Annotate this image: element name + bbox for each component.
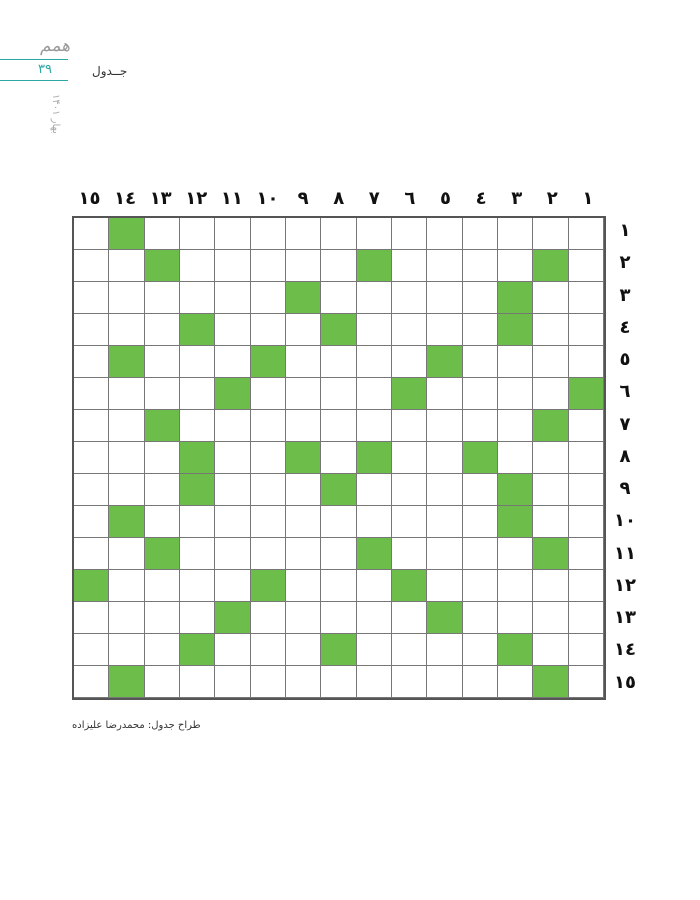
grid-cell[interactable] [392, 666, 427, 698]
grid-cell-filled[interactable] [180, 314, 215, 346]
grid-cell[interactable] [74, 442, 109, 474]
grid-cell[interactable] [74, 250, 109, 282]
grid-cell-filled[interactable] [145, 250, 180, 282]
grid-cell[interactable] [74, 602, 109, 634]
grid-cell-filled[interactable] [251, 570, 286, 602]
grid-cell[interactable] [74, 218, 109, 250]
grid-cell[interactable] [321, 378, 356, 410]
grid-cell[interactable] [463, 282, 498, 314]
grid-cell[interactable] [109, 602, 144, 634]
grid-cell-filled[interactable] [215, 602, 250, 634]
grid-cell[interactable] [357, 378, 392, 410]
grid-cell[interactable] [533, 282, 568, 314]
grid-cell-filled[interactable] [357, 250, 392, 282]
grid-cell[interactable] [463, 314, 498, 346]
grid-cell[interactable] [180, 378, 215, 410]
grid-cell[interactable] [215, 538, 250, 570]
grid-cell[interactable] [286, 474, 321, 506]
grid-cell[interactable] [498, 538, 533, 570]
grid-cell[interactable] [463, 570, 498, 602]
grid-cell[interactable] [215, 250, 250, 282]
grid-cell[interactable] [392, 410, 427, 442]
grid-cell[interactable] [427, 538, 462, 570]
column-label: ۸ [333, 188, 345, 209]
grid-cell[interactable] [357, 666, 392, 698]
grid-cell[interactable] [357, 474, 392, 506]
grid-cell[interactable] [251, 666, 286, 698]
grid-cell[interactable] [109, 410, 144, 442]
grid-cell-filled[interactable] [498, 282, 533, 314]
grid-cell[interactable] [74, 378, 109, 410]
grid-cell-filled[interactable] [286, 442, 321, 474]
grid-cell[interactable] [74, 410, 109, 442]
grid-cell[interactable] [463, 634, 498, 666]
grid-cell-filled[interactable] [533, 410, 568, 442]
grid-cell[interactable] [109, 314, 144, 346]
grid-cell[interactable] [286, 666, 321, 698]
grid-cell[interactable] [145, 634, 180, 666]
grid-cell[interactable] [392, 282, 427, 314]
grid-cell[interactable] [321, 250, 356, 282]
grid-cell[interactable] [427, 570, 462, 602]
grid-cell[interactable] [321, 666, 356, 698]
grid-cell[interactable] [321, 602, 356, 634]
grid-cell[interactable] [498, 410, 533, 442]
grid-cell[interactable] [215, 666, 250, 698]
grid-cell[interactable] [145, 314, 180, 346]
grid-cell-filled[interactable] [357, 442, 392, 474]
grid-cell[interactable] [251, 634, 286, 666]
grid-cell[interactable] [145, 346, 180, 378]
grid-cell[interactable] [569, 218, 604, 250]
grid-cell[interactable] [392, 346, 427, 378]
grid-cell[interactable] [463, 506, 498, 538]
column-label: ٥ [440, 188, 451, 209]
grid-cell[interactable] [74, 538, 109, 570]
designer-credit: طراح جدول: محمدرضا علیزاده [72, 720, 201, 731]
grid-cell[interactable] [180, 602, 215, 634]
grid-cell[interactable] [74, 314, 109, 346]
row-label: ۱۳ [614, 607, 636, 629]
page-number: ۳۹ [38, 62, 52, 77]
grid-cell[interactable] [357, 282, 392, 314]
grid-cell[interactable] [145, 474, 180, 506]
grid-cell[interactable] [215, 282, 250, 314]
grid-cell[interactable] [74, 474, 109, 506]
grid-cell[interactable] [180, 410, 215, 442]
grid-cell[interactable] [251, 250, 286, 282]
grid-cell[interactable] [427, 250, 462, 282]
row-label: ۹ [619, 478, 631, 500]
grid-cell[interactable] [145, 602, 180, 634]
grid-cell-filled[interactable] [427, 346, 462, 378]
grid-cell[interactable] [251, 378, 286, 410]
grid-cell[interactable] [286, 602, 321, 634]
section-title: جــدول [92, 64, 128, 78]
grid-cell-filled[interactable] [180, 634, 215, 666]
grid-cell[interactable] [427, 442, 462, 474]
grid-cell[interactable] [427, 218, 462, 250]
grid-cell[interactable] [463, 410, 498, 442]
grid-cell[interactable] [357, 218, 392, 250]
grid-cell[interactable] [463, 538, 498, 570]
column-label: ۷ [368, 188, 380, 209]
grid-cell[interactable] [286, 410, 321, 442]
column-label: ۱۳ [149, 188, 172, 209]
grid-cell[interactable] [427, 666, 462, 698]
grid-cell[interactable] [569, 570, 604, 602]
grid-cell[interactable] [251, 282, 286, 314]
grid-cell[interactable] [392, 538, 427, 570]
magazine-logo: همم [40, 36, 71, 56]
grid-cell[interactable] [498, 378, 533, 410]
grid-cell[interactable] [498, 218, 533, 250]
grid-cell[interactable] [569, 666, 604, 698]
grid-cell-filled[interactable] [109, 506, 144, 538]
grid-cell[interactable] [74, 666, 109, 698]
grid-cell-filled[interactable] [427, 602, 462, 634]
grid-cell[interactable] [463, 250, 498, 282]
grid-cell[interactable] [392, 602, 427, 634]
grid-cell[interactable] [533, 634, 568, 666]
grid-cell[interactable] [286, 570, 321, 602]
grid-cell[interactable] [180, 506, 215, 538]
grid-cell[interactable] [286, 250, 321, 282]
grid-cell[interactable] [321, 570, 356, 602]
grid-cell-filled[interactable] [286, 282, 321, 314]
grid-cell[interactable] [145, 218, 180, 250]
grid-cell[interactable] [569, 346, 604, 378]
grid-cell[interactable] [321, 442, 356, 474]
column-label: ۹ [297, 188, 309, 209]
grid-cell-filled[interactable] [145, 410, 180, 442]
grid-cell-filled[interactable] [321, 474, 356, 506]
grid-cell[interactable] [392, 506, 427, 538]
row-label: ۳ [619, 284, 631, 306]
crossword-grid [72, 216, 606, 700]
grid-cell[interactable] [109, 282, 144, 314]
grid-cell[interactable] [498, 602, 533, 634]
grid-cell[interactable] [286, 506, 321, 538]
grid-cell[interactable] [357, 602, 392, 634]
grid-cell[interactable] [109, 570, 144, 602]
grid-cell[interactable] [427, 378, 462, 410]
row-label: ۱ [619, 220, 631, 241]
grid-cell[interactable] [498, 346, 533, 378]
grid-cell[interactable] [109, 378, 144, 410]
row-label: ٥ [619, 349, 631, 371]
issue-label: بهار ۱۴۰۱ [50, 94, 61, 134]
grid-cell[interactable] [463, 474, 498, 506]
grid-cell[interactable] [392, 474, 427, 506]
grid-cell-filled[interactable] [74, 570, 109, 602]
grid-cell[interactable] [286, 314, 321, 346]
grid-cell[interactable] [251, 602, 286, 634]
grid-cell[interactable] [109, 474, 144, 506]
grid-cell[interactable] [321, 218, 356, 250]
grid-cell[interactable] [569, 538, 604, 570]
grid-cell[interactable] [533, 314, 568, 346]
grid-cell-filled[interactable] [109, 346, 144, 378]
grid-cell[interactable] [533, 602, 568, 634]
grid-cell[interactable] [145, 442, 180, 474]
grid-cell[interactable] [286, 634, 321, 666]
grid-cell-filled[interactable] [392, 378, 427, 410]
grid-cell[interactable] [569, 634, 604, 666]
grid-cell-filled[interactable] [533, 538, 568, 570]
grid-cell[interactable] [215, 218, 250, 250]
grid-cell[interactable] [145, 570, 180, 602]
row-label: ۱٤ [614, 639, 636, 661]
grid-cell[interactable] [357, 570, 392, 602]
grid-cell-filled[interactable] [498, 506, 533, 538]
column-label: ۲ [546, 188, 558, 209]
grid-cell[interactable] [392, 250, 427, 282]
grid-cell[interactable] [533, 506, 568, 538]
grid-cell[interactable] [286, 538, 321, 570]
grid-cell[interactable] [427, 282, 462, 314]
grid-cell-filled[interactable] [180, 442, 215, 474]
grid-cell[interactable] [251, 410, 286, 442]
grid-cell-filled[interactable] [498, 314, 533, 346]
grid-cell[interactable] [357, 506, 392, 538]
grid-cell[interactable] [74, 634, 109, 666]
grid-cell[interactable] [498, 570, 533, 602]
grid-cell-filled[interactable] [109, 218, 144, 250]
row-label: ۱۲ [614, 574, 636, 596]
grid-cell[interactable] [569, 442, 604, 474]
grid-cell[interactable] [145, 378, 180, 410]
grid-cell-filled[interactable] [533, 250, 568, 282]
grid-cell[interactable] [569, 506, 604, 538]
header-divider [0, 80, 68, 81]
grid-cell[interactable] [286, 346, 321, 378]
grid-cell[interactable] [109, 538, 144, 570]
grid-cell[interactable] [392, 218, 427, 250]
grid-cell[interactable] [392, 634, 427, 666]
grid-cell[interactable] [215, 570, 250, 602]
grid-cell[interactable] [215, 634, 250, 666]
grid-cell[interactable] [321, 538, 356, 570]
grid-cell-filled[interactable] [498, 474, 533, 506]
grid-cell[interactable] [180, 346, 215, 378]
grid-cell-filled[interactable] [251, 346, 286, 378]
row-label: ۱۰ [614, 510, 636, 532]
grid-cell[interactable] [215, 442, 250, 474]
grid-cell-filled[interactable] [357, 538, 392, 570]
grid-cell[interactable] [321, 346, 356, 378]
grid-cell[interactable] [180, 218, 215, 250]
grid-cell[interactable] [427, 314, 462, 346]
grid-cell[interactable] [569, 474, 604, 506]
column-label: ۳ [511, 188, 523, 209]
grid-cell[interactable] [180, 538, 215, 570]
row-label: ۱۱ [614, 542, 636, 564]
grid-cell[interactable] [427, 474, 462, 506]
grid-cell[interactable] [321, 410, 356, 442]
row-label: ٦ [619, 381, 631, 403]
grid-cell-filled[interactable] [109, 666, 144, 698]
grid-cell[interactable] [286, 218, 321, 250]
grid-cell[interactable] [215, 474, 250, 506]
grid-cell-filled[interactable] [321, 314, 356, 346]
grid-cell[interactable] [180, 666, 215, 698]
grid-cell[interactable] [533, 378, 568, 410]
grid-cell[interactable] [145, 282, 180, 314]
grid-cell[interactable] [569, 410, 604, 442]
row-label: ۷ [619, 413, 631, 435]
grid-cell[interactable] [463, 346, 498, 378]
grid-cell[interactable] [427, 634, 462, 666]
grid-cell[interactable] [392, 314, 427, 346]
column-label: ۱٤ [114, 188, 137, 209]
grid-cell[interactable] [357, 410, 392, 442]
grid-cell[interactable] [180, 570, 215, 602]
grid-cell[interactable] [215, 410, 250, 442]
grid-cell[interactable] [569, 282, 604, 314]
column-label: ۱۱ [220, 188, 243, 209]
grid-cell[interactable] [357, 314, 392, 346]
grid-cell[interactable] [392, 442, 427, 474]
grid-cell[interactable] [251, 474, 286, 506]
grid-cell[interactable] [215, 346, 250, 378]
grid-cell[interactable] [286, 378, 321, 410]
grid-cell[interactable] [321, 282, 356, 314]
grid-cell[interactable] [569, 250, 604, 282]
grid-cell[interactable] [215, 314, 250, 346]
grid-cell-filled[interactable] [215, 378, 250, 410]
grid-cell[interactable] [463, 378, 498, 410]
grid-cell[interactable] [180, 250, 215, 282]
grid-cell[interactable] [569, 314, 604, 346]
grid-cell[interactable] [533, 570, 568, 602]
grid-cell[interactable] [569, 602, 604, 634]
grid-cell[interactable] [74, 282, 109, 314]
row-label: ۸ [619, 445, 631, 467]
grid-cell-filled[interactable] [569, 378, 604, 410]
grid-cell-filled[interactable] [321, 634, 356, 666]
column-label: ۱۲ [185, 188, 208, 209]
grid-cell[interactable] [251, 506, 286, 538]
grid-cell-filled[interactable] [533, 666, 568, 698]
header-divider-top [0, 59, 68, 60]
column-label: ۱٥ [78, 188, 101, 209]
column-label: ۱۰ [256, 188, 279, 209]
column-label: ٤ [475, 188, 487, 209]
row-label: ٤ [619, 316, 631, 338]
grid-cell[interactable] [215, 506, 250, 538]
grid-cell[interactable] [74, 506, 109, 538]
grid-cell[interactable] [251, 442, 286, 474]
grid-cell[interactable] [498, 442, 533, 474]
grid-cell-filled[interactable] [392, 570, 427, 602]
grid-cell[interactable] [74, 346, 109, 378]
grid-cell[interactable] [109, 442, 144, 474]
grid-cell[interactable] [251, 314, 286, 346]
grid-cell[interactable] [498, 666, 533, 698]
grid-cell[interactable] [109, 634, 144, 666]
grid-cell-filled[interactable] [145, 538, 180, 570]
grid-cell[interactable] [463, 218, 498, 250]
grid-cell[interactable] [533, 442, 568, 474]
grid-cell[interactable] [427, 506, 462, 538]
row-label: ۱٥ [614, 671, 636, 693]
grid-cell[interactable] [251, 218, 286, 250]
grid-cell[interactable] [321, 506, 356, 538]
grid-cell[interactable] [251, 538, 286, 570]
grid-cell[interactable] [498, 250, 533, 282]
grid-cell[interactable] [533, 474, 568, 506]
column-label: ٦ [404, 188, 416, 209]
row-label: ۲ [619, 252, 631, 274]
grid-cell[interactable] [357, 346, 392, 378]
grid-cell[interactable] [533, 218, 568, 250]
grid-cell-filled[interactable] [463, 442, 498, 474]
grid-cell-filled[interactable] [180, 474, 215, 506]
grid-cell[interactable] [180, 282, 215, 314]
grid-cell[interactable] [463, 666, 498, 698]
grid-cell[interactable] [357, 634, 392, 666]
column-label: ۱ [582, 188, 594, 209]
grid-cell[interactable] [109, 250, 144, 282]
grid-cell[interactable] [533, 346, 568, 378]
grid-cell[interactable] [145, 666, 180, 698]
grid-cell-filled[interactable] [498, 634, 533, 666]
grid-cell[interactable] [463, 602, 498, 634]
grid-cell[interactable] [427, 410, 462, 442]
grid-cell[interactable] [145, 506, 180, 538]
